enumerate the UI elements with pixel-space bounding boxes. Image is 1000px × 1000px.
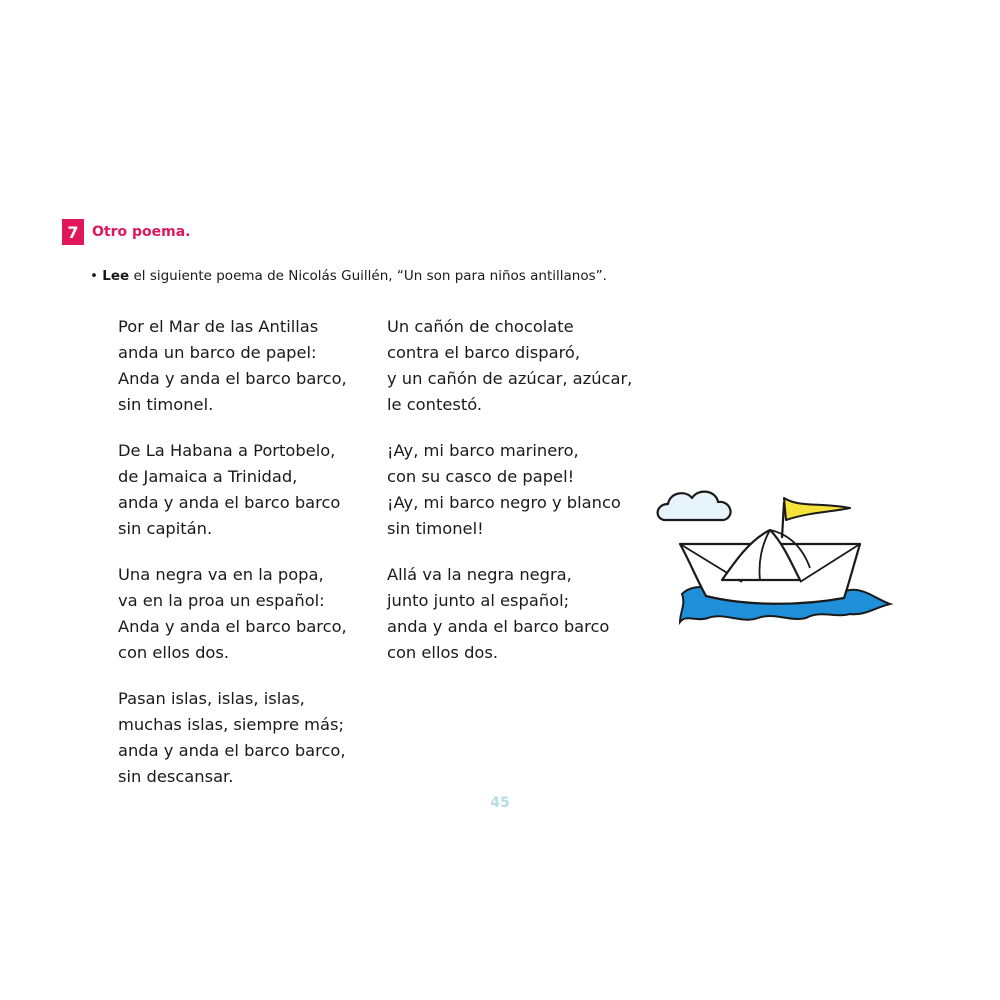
section-title: Otro poema. xyxy=(92,224,191,240)
poem-column-right xyxy=(387,314,632,686)
poem-line: contra el barco disparó, xyxy=(387,343,581,362)
poem-line: Pasan islas, islas, islas, xyxy=(118,689,305,708)
poem-line: ¡Ay, mi barco negro y blanco xyxy=(387,493,621,512)
poem-line: con ellos dos. xyxy=(387,643,499,662)
poem-line: anda y anda el barco barco, xyxy=(118,741,346,760)
poem-line: anda y anda el barco barco xyxy=(387,617,610,636)
section-number-badge: 7 xyxy=(62,219,84,245)
poem-line: anda un barco de papel: xyxy=(118,343,317,362)
poem-line: Anda y anda el barco barco, xyxy=(118,369,347,388)
instruction xyxy=(90,268,607,284)
poem-stanza xyxy=(118,686,347,790)
instruction-text: el siguiente poema de Nicolás Guillén, “Un son para niños antillanos”. xyxy=(129,268,607,284)
poem-line: Por el Mar de las Antillas xyxy=(118,317,319,336)
poem-stanza xyxy=(387,314,632,418)
paper-boat-illustration xyxy=(650,482,895,632)
poem-line: De La Habana a Portobelo, xyxy=(118,441,336,460)
page-number: 45 xyxy=(490,795,510,811)
poem-line: Anda y anda el barco barco, xyxy=(118,617,347,636)
poem-stanza xyxy=(387,562,632,666)
poem-line: ¡Ay, mi barco marinero, xyxy=(387,441,579,460)
bullet: • xyxy=(90,268,98,284)
poem-line: va en la proa un español: xyxy=(118,591,325,610)
flag-pole xyxy=(782,502,784,538)
poem-line: sin timonel! xyxy=(387,519,484,538)
poem-line: con ellos dos. xyxy=(118,643,230,662)
poem-line: sin descansar. xyxy=(118,767,234,786)
cloud-icon xyxy=(658,492,731,520)
poem-line: le contestó. xyxy=(387,395,483,414)
section-header xyxy=(62,219,190,245)
poem-line: de Jamaica a Trinidad, xyxy=(118,467,298,486)
flag-icon xyxy=(784,498,850,520)
poem-line: sin timonel. xyxy=(118,395,214,414)
instruction-verb: Lee xyxy=(102,268,130,284)
poem-stanza xyxy=(118,438,347,542)
poem-stanza xyxy=(387,438,632,542)
poem-line: sin capitán. xyxy=(118,519,213,538)
poem-line: con su casco de papel! xyxy=(387,467,575,486)
poem-line: Allá va la negra negra, xyxy=(387,565,572,584)
poem-line: y un cañón de azúcar, azúcar, xyxy=(387,369,633,388)
poem-line: muchas islas, siempre más; xyxy=(118,715,344,734)
poem-stanza xyxy=(118,314,347,418)
poem-line: Una negra va en la popa, xyxy=(118,565,324,584)
poem-stanza xyxy=(118,562,347,666)
poem-line: anda y anda el barco barco xyxy=(118,493,341,512)
poem-line: junto junto al español; xyxy=(387,591,570,610)
poem-line: Un cañón de chocolate xyxy=(387,317,574,336)
poem-column-left xyxy=(118,314,347,810)
